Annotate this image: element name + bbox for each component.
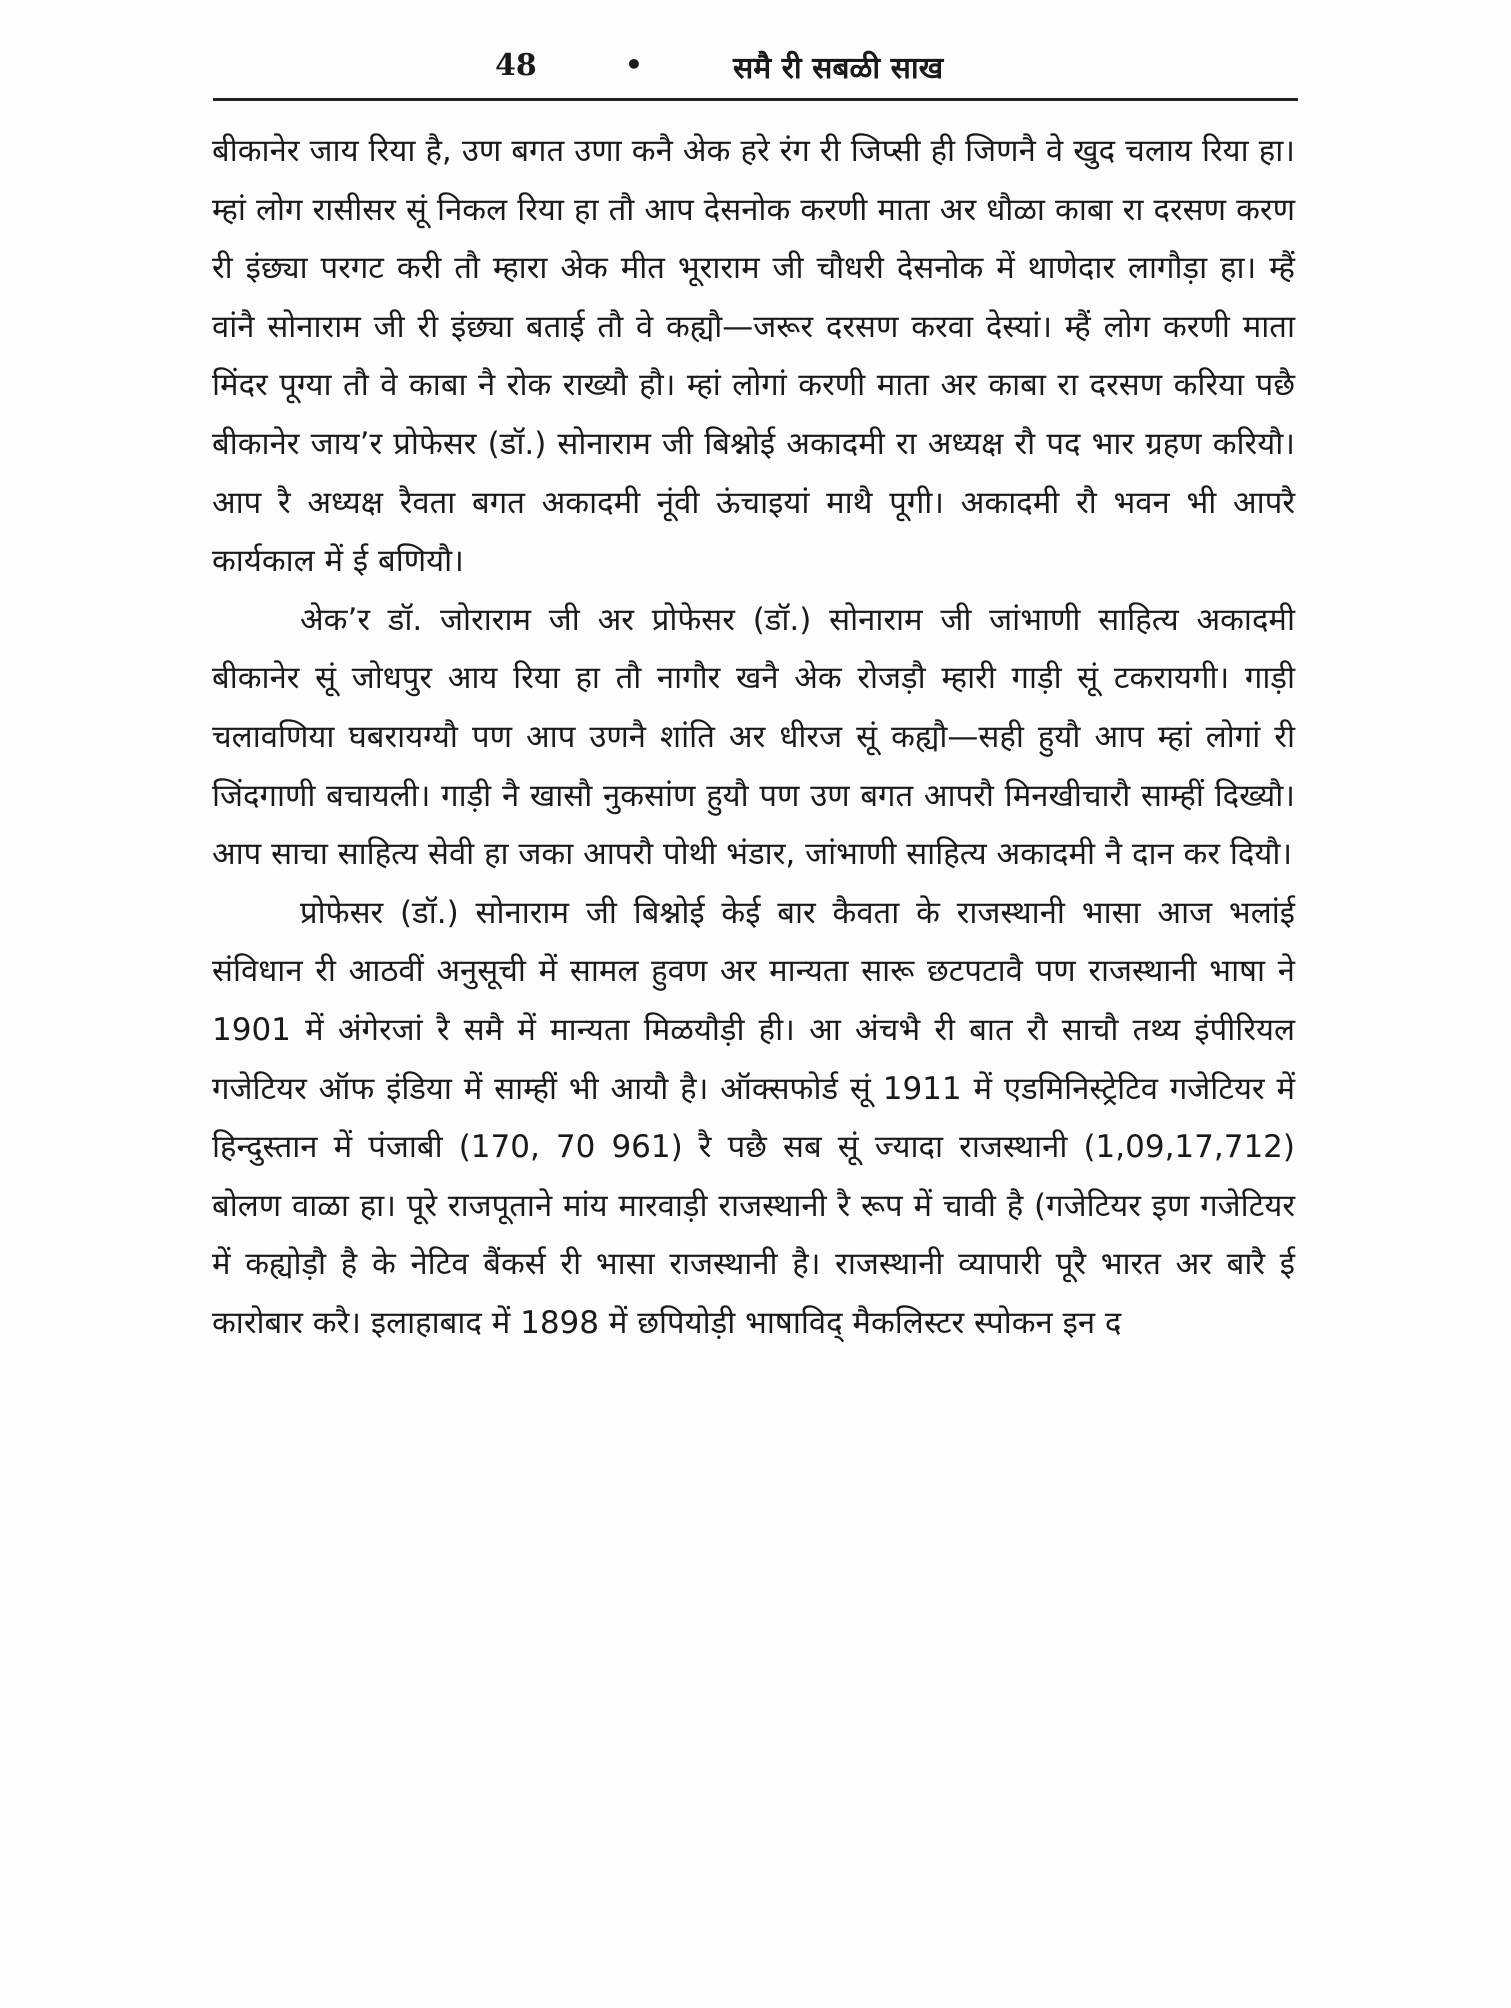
header-separator: • [625, 48, 643, 81]
paragraph-2: अेक’र डॉ. जोराराम जी अर प्रोफेसर (डॉ.) सोनाराम जी जांभाणी साहित्य अकादमी बीकानेर सूं जोधपुर आय रिया हा तौ नागौर खनै अेक रोजड़ौ म्हारी गाड़ी सूं टकरायगी। गाड़ी चलावणिया घबरायग्यौ पण आप उणनै शांति अर धीरज सूं कह्यौ—सही हुयौ आप म्हां लोगां री जिंदगाणी बचायली। गाड़ी नै खासौ नुकसांण हुयौ पण उण बगत आपरौ मिनखीचारौ साम्हीं दिख्यौ। आप साचा साहित्य सेवी हा जका आपरौ पोथी भंडार, जांभाणी साहित्य अकादमी नै दान कर दियौ। [212, 601, 1295, 873]
paragraph-1: बीकानेर जाय रिया है, उण बगत उणा कनै अेक हरे रंग री जिप्सी ही जिणनै वे खुद चलाय रिया हा। म्हां लोग रासीसर सूं निकल रिया हा तौ आप देसनोक करणी माता अर धौळा काबा रा दरसण करण री इंछ्या परगट करी तौ म्हारा अेक मीत भूराराम जी चौधरी देसनोक में थाणेदार लागौड़ा हा। म्हैं वांनै सोनाराम जी री इंछ्या बताई तौ वे कह्यौ—जरूर दरसण करवा देस्यां। म्हैं लोग करणी माता मिंदर पूग्या तौ वे काबा नै रोक राख्यौ हौ। म्हां लोगां करणी माता अर काबा रा दरसण करिया पछै बीकानेर जाय’र प्रोफेसर (डॉ.) सोनाराम जी बिश्नोई अकादमी रा अध्यक्ष रौ पद भार ग्रहण करियौ। आप रै अध्यक्ष रैवता बगत अकादमी नूंवी ऊंचाइयां माथै पूगी। अकादमी रौ भवन भी आपरै कार्यकाल में ई बणियौ। [212, 133, 1295, 580]
page-body [212, 122, 1295, 1352]
paragraph-3: प्रोफेसर (डॉ.) सोनाराम जी बिश्नोई केई बार कैवता के राजस्थानी भासा आज भलांई संविधान री आठवीं अनुसूची में सामल हुवण अर मान्यता सारू छटपटावै पण राजस्थानी भाषा ने 1901 में अंगेरजां रै समै में मान्यता मिळयौड़ी ही। आ अंचभै री बात रौ साचौ तथ्य इंपीरियल गजेटियर ऑफ इंडिया में साम्हीं भी आयौ है। ऑक्सफोर्ड सूं 1911 में एडमिनिस्ट्रेटिव गजेटियर में हिन्दुस्तान में पंजाबी (170, 70 961) रै पछै सब सूं ज्यादा राजस्थानी (1,09,17,712) बोलण वाळा हा। पूरे राजपूताने मांय मारवाड़ी राजस्थानी रै रूप में चावी है (गजेटियर इण गजेटियर में कह्योड़ौ है के नेटिव बैंकर्स री भासा राजस्थानी है। राजस्थानी व्यापारी पूरै भारत अर बारै ई कारोबार करै। इलाहाबाद में 1898 में छपियोड़ी भाषाविद् मैकलिस्टर स्पोकन इन द [212, 894, 1295, 1341]
page-number: 48 [495, 48, 537, 83]
book-title: समै री सबळी साख [733, 51, 944, 86]
page-header [213, 40, 1298, 101]
